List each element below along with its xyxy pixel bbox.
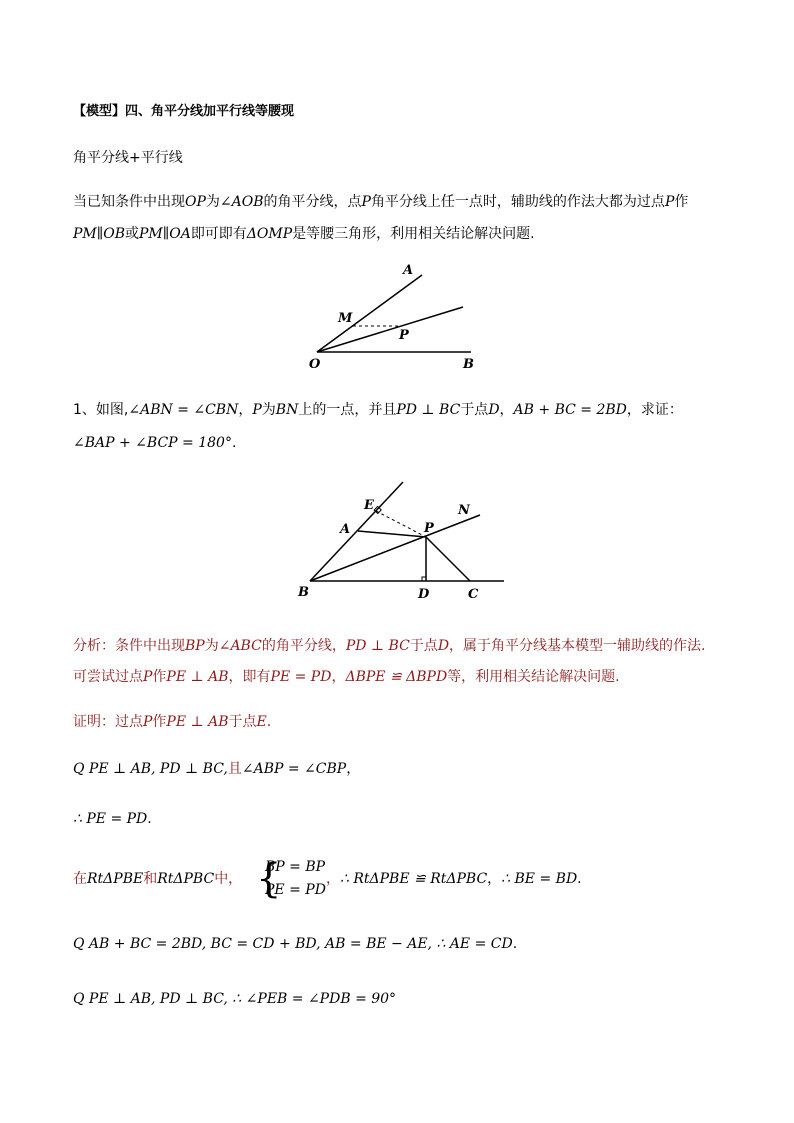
label-c: C xyxy=(468,587,479,602)
intro-math: ΔOMP xyxy=(246,226,293,242)
proof-math: Q AB + BC = 2BD, BC = CD + BD, AB = BE − AE, ∴ AE = CD xyxy=(73,936,513,952)
problem-text: ， xyxy=(499,402,514,418)
problem-math: BN xyxy=(275,402,299,418)
proof-line-1 xyxy=(73,713,271,731)
proof-line-4-left xyxy=(73,870,242,888)
analysis-text: ，属于角平分线基本模型一辅助线的作法. xyxy=(449,638,706,654)
label-a: A xyxy=(403,263,414,278)
problem-text: ，求证： xyxy=(626,402,683,418)
intro-math: P xyxy=(361,194,371,210)
problem-text: 上的一点，并且 xyxy=(298,402,397,418)
analysis-math: ΔBPE ≌ ΔBPD xyxy=(345,669,448,685)
proof-text: . xyxy=(512,936,518,952)
analysis-math: P xyxy=(143,669,153,685)
proof-math: E xyxy=(256,714,267,730)
intro-line-2 xyxy=(73,225,535,243)
problem-text: . xyxy=(231,435,237,451)
proof-text: 证明：过点 xyxy=(73,714,143,730)
proof-text: ， xyxy=(487,871,502,887)
label-a: A xyxy=(340,522,351,537)
proof-math: ∠ABP = ∠CBP xyxy=(241,761,347,777)
label-p: P xyxy=(424,521,434,536)
intro-math: OP xyxy=(185,194,206,210)
label-m: M xyxy=(338,311,353,326)
ray-ba xyxy=(310,482,403,581)
label-b: B xyxy=(298,585,309,600)
proof-line-4-right xyxy=(326,870,582,888)
problem-text: 为 xyxy=(261,402,276,418)
analysis-text: 等，利用相关结论解决问题. xyxy=(447,669,620,685)
analysis-line-2 xyxy=(73,668,620,686)
proof-text: ， xyxy=(346,761,361,777)
proof-text: 在 xyxy=(73,871,87,887)
intro-text: 是等腰三角形，利用相关结论解决问题. xyxy=(292,226,535,242)
problem-text: 1、如图, xyxy=(73,402,129,418)
analysis-math: ∠ABC xyxy=(218,638,262,654)
problem-math: P xyxy=(252,402,262,418)
label-p: P xyxy=(399,328,409,343)
intro-text: 的角平分线，点 xyxy=(263,194,362,210)
analysis-math: PE = PD xyxy=(270,669,332,685)
analysis-text: 于点 xyxy=(409,638,438,654)
intro-text: 角平分线上任一点时，辅助线的作法大都为过点 xyxy=(370,194,665,210)
label-e: E xyxy=(364,498,374,513)
proof-text: 于点 xyxy=(228,714,257,730)
analysis-text: 分析：条件中出现 xyxy=(73,638,185,654)
problem-text: ， xyxy=(238,402,253,418)
problem-math: PD ⊥ BC xyxy=(396,402,461,418)
proof-line-2 xyxy=(73,760,360,778)
label-b: B xyxy=(463,357,474,372)
proof-text: ， xyxy=(326,871,340,887)
proof-math: Q PE ⊥ AB, PD ⊥ BC, ∴ ∠PEB = ∠PDB = 90° xyxy=(73,991,397,1007)
system-eq-2: PE = PD xyxy=(265,882,326,898)
proof-text: . xyxy=(147,811,152,827)
figure-angle-bisector xyxy=(305,260,485,375)
proof-text: . xyxy=(266,714,272,730)
problem-math: ∠ABN = ∠CBN xyxy=(128,402,239,418)
proof-line-6 xyxy=(73,990,396,1008)
system-brace: { xyxy=(256,856,282,902)
problem-line-1 xyxy=(73,401,683,419)
intro-line-1 xyxy=(73,193,688,211)
intro-text: 作 xyxy=(674,194,689,210)
proof-math: PE ⊥ AB xyxy=(166,714,229,730)
proof-math: Q PE ⊥ AB, PD ⊥ BC, xyxy=(73,761,228,777)
label-o: O xyxy=(309,357,321,372)
intro-math: P xyxy=(664,194,675,210)
proof-math: P xyxy=(143,714,153,730)
proof-math: ∴ BE = BD xyxy=(501,871,578,887)
segment-pc xyxy=(426,537,470,581)
ray-bn xyxy=(310,515,480,581)
proof-text: . xyxy=(577,871,582,887)
intro-text: 或 xyxy=(125,226,139,242)
analysis-text: ， xyxy=(331,669,346,685)
proof-text: 且 xyxy=(227,761,242,777)
intro-math: ∠AOB xyxy=(219,194,264,210)
analysis-text: 作 xyxy=(152,669,167,685)
problem-math: AB + BC = 2BD xyxy=(513,402,627,418)
intro-text: 为 xyxy=(205,194,220,210)
analysis-text: 为 xyxy=(204,638,219,654)
problem-line-2 xyxy=(73,434,236,452)
intro-math: PM∥OB xyxy=(73,226,125,242)
label-d: D xyxy=(418,587,430,602)
figure-problem xyxy=(290,478,520,603)
intro-text: 当已知条件中出现 xyxy=(73,194,185,210)
problem-text: 于点 xyxy=(460,402,489,418)
problem-math: ∠BAP + ∠BCP = 180° xyxy=(73,435,232,451)
analysis-math: BP xyxy=(185,638,205,654)
proof-math: RtΔPBC xyxy=(157,871,215,887)
intro-math: PM∥OA xyxy=(139,226,191,242)
section-heading: 【模型】四、角平分线加平行线等腰现 xyxy=(73,104,295,119)
proof-line-3 xyxy=(73,810,152,828)
system-eq-1: BP = BP xyxy=(265,859,326,875)
analysis-line-1 xyxy=(73,637,706,655)
proof-text: 中， xyxy=(214,871,243,887)
analysis-math: D xyxy=(437,638,450,654)
intro-text: 即可即有 xyxy=(190,226,247,242)
proof-math: ∴ RtΔPBE ≌ RtΔPBC xyxy=(340,871,488,887)
analysis-math: PE ⊥ AB xyxy=(166,669,229,685)
analysis-text: ，即有 xyxy=(228,669,271,685)
analysis-math: PD ⊥ BC xyxy=(345,638,410,654)
subheading: 角平分线+平行线 xyxy=(73,150,183,166)
proof-text: 和 xyxy=(143,871,158,887)
label-n: N xyxy=(458,503,470,518)
proof-math: RtΔPBE xyxy=(87,871,144,887)
analysis-text: 可尝试过点 xyxy=(73,669,143,685)
proof-math: ∴ PE = PD xyxy=(73,811,148,827)
analysis-text: 的角平分线， xyxy=(261,638,346,654)
problem-math: D xyxy=(488,402,500,418)
proof-text: 作 xyxy=(152,714,167,730)
proof-line-5 xyxy=(73,935,517,953)
